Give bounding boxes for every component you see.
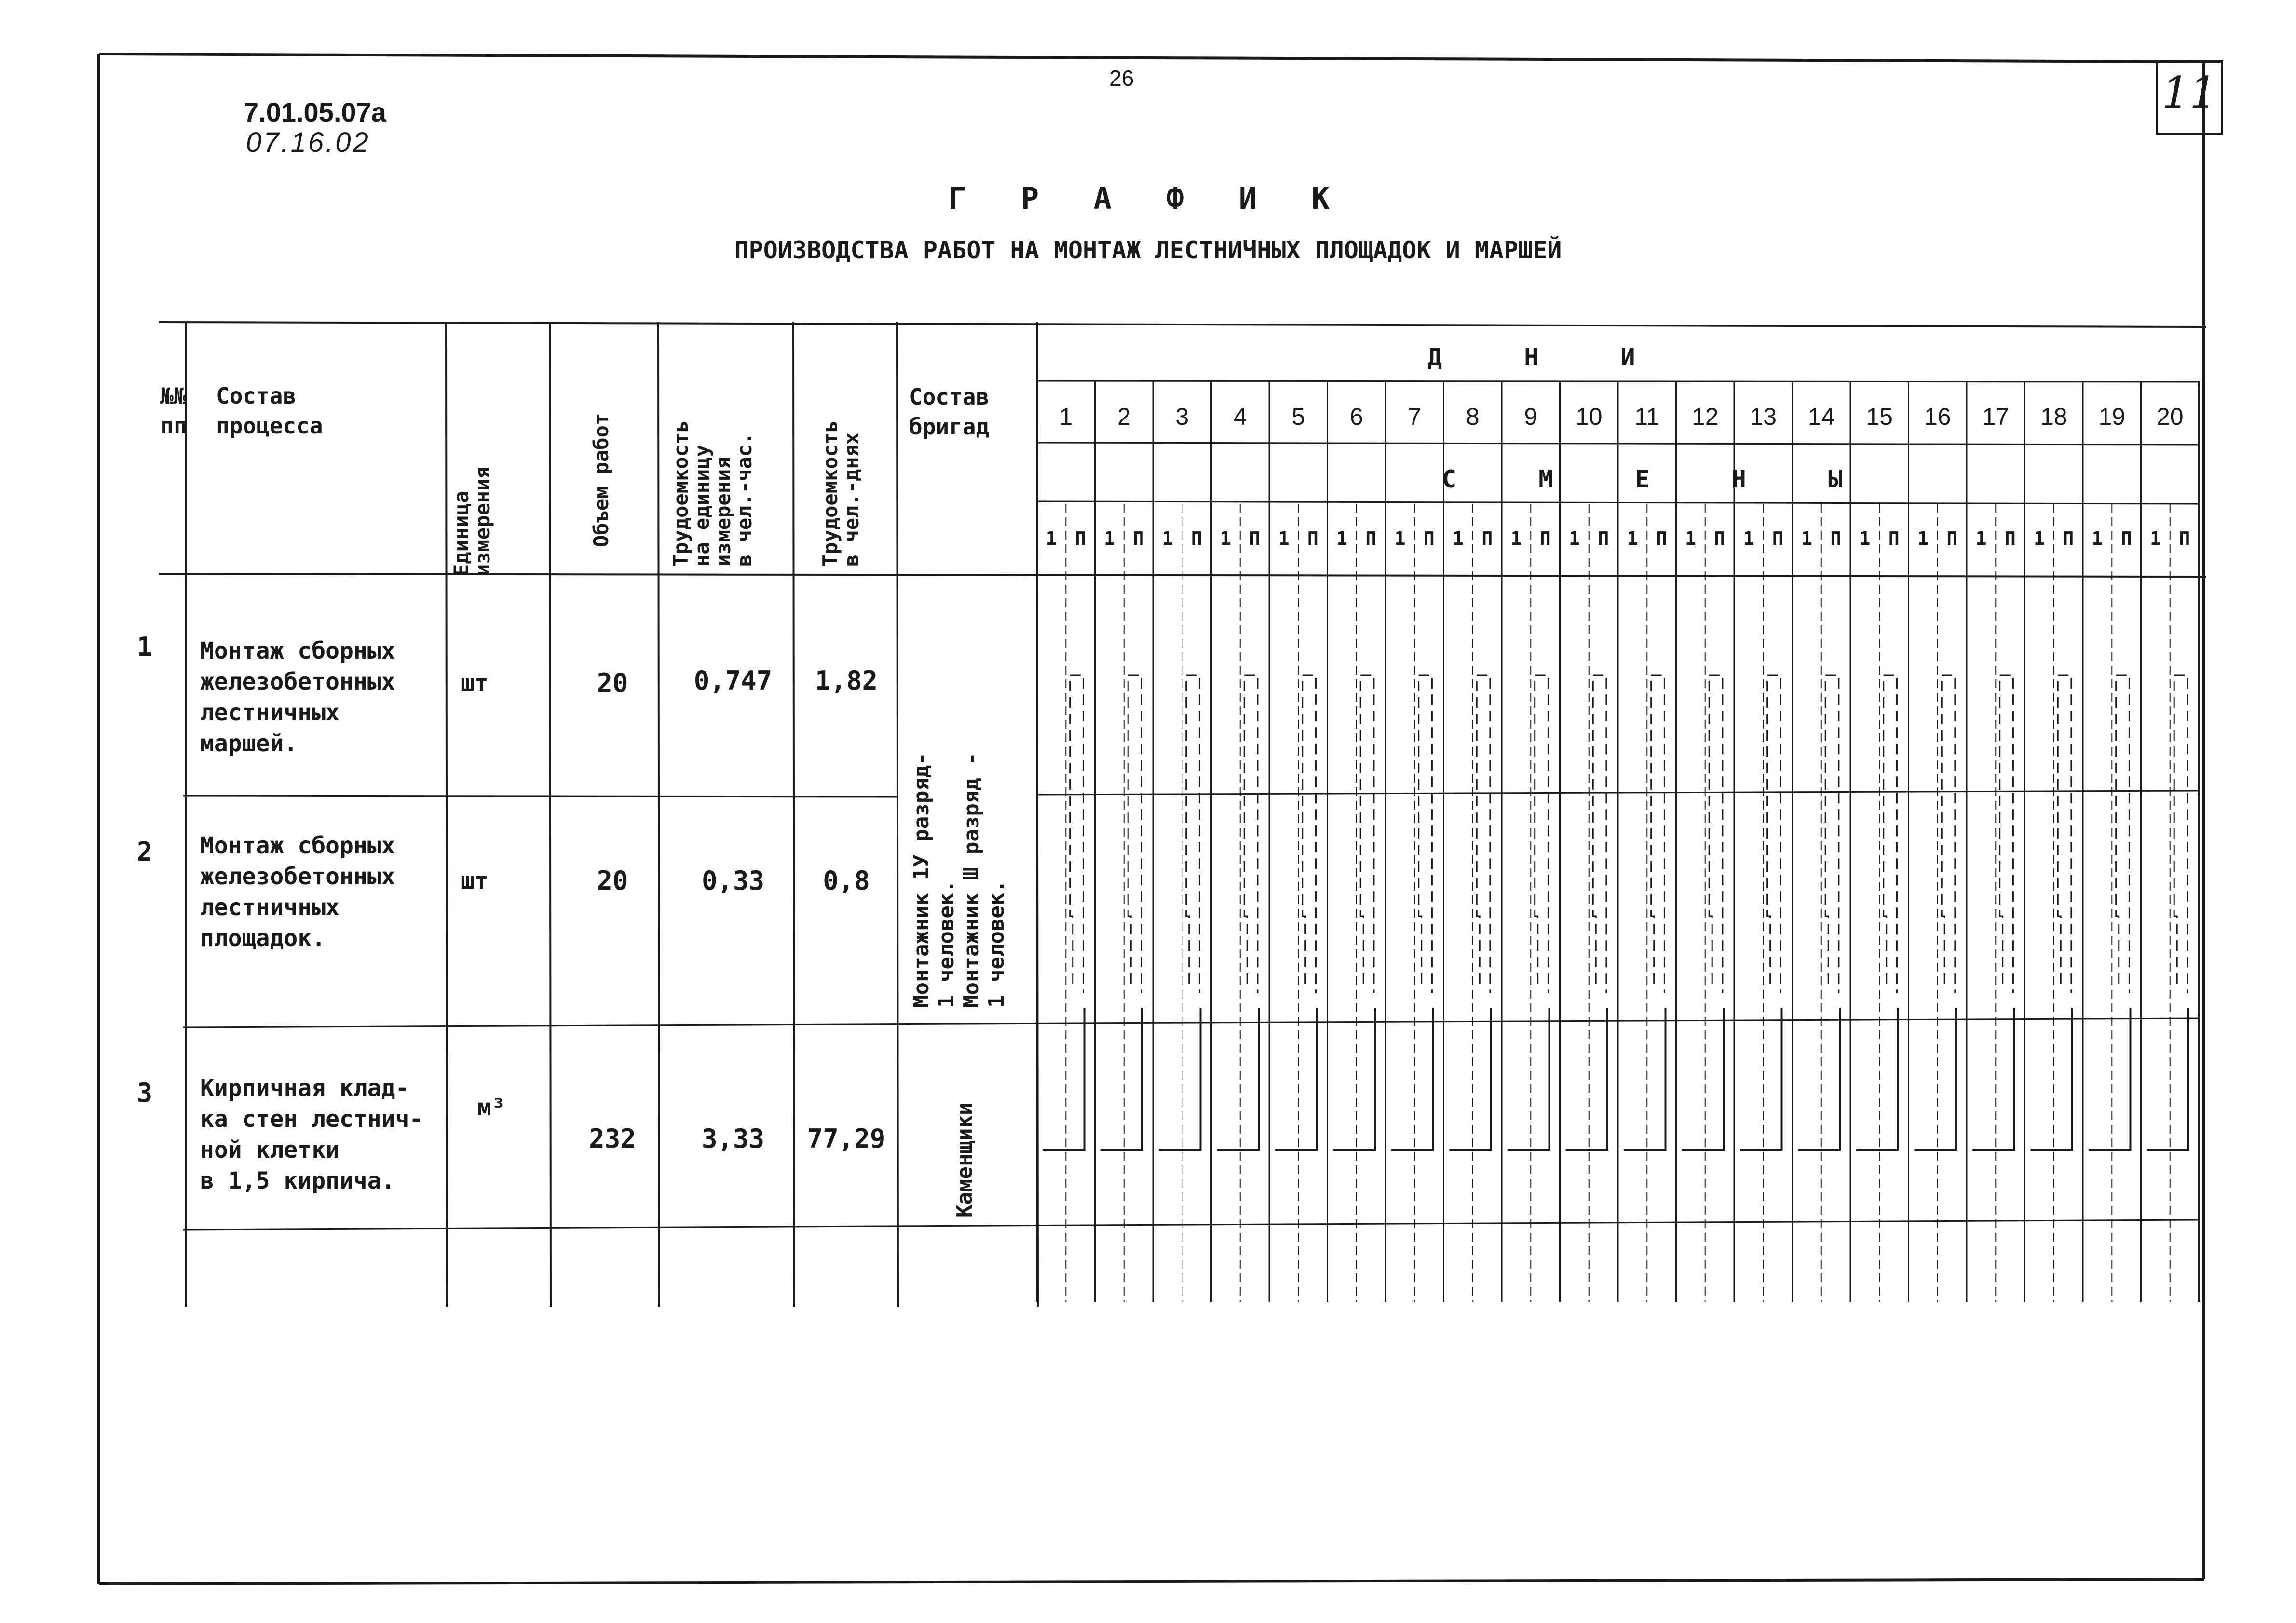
header-volume: Объем работ	[589, 413, 613, 547]
row-2-labor-per-unit: 0,33	[701, 866, 765, 896]
day-number-15: 15	[1866, 403, 1893, 430]
shift-label: П	[1539, 528, 1551, 549]
shift-label: П	[2004, 528, 2016, 549]
day-number-19: 19	[2098, 403, 2126, 430]
document-code: 7.01.05.07а	[244, 97, 386, 127]
header-number: №№ пп	[160, 383, 187, 439]
frame-bottom	[99, 1579, 2204, 1584]
row-3-process: Кирпичная клад- ка стен лестнич- ной клетки в 1,5 кирпича.	[200, 1075, 423, 1194]
masonry-schedule-mark	[1740, 1008, 1782, 1150]
shift-label: П	[1133, 528, 1144, 549]
masonry-schedule-mark	[1856, 1008, 1898, 1150]
row-1-unit: шт	[461, 670, 489, 697]
shift-label: 1	[1453, 528, 1464, 549]
masonry-schedule-mark	[1566, 1008, 1608, 1150]
assembly-schedule-mark	[1186, 675, 1200, 993]
assembly-schedule-mark	[1709, 675, 1723, 993]
row-3-number: 3	[136, 1078, 153, 1108]
assembly-schedule-mark	[1244, 675, 1258, 993]
row-1-labor-per-unit: 0,747	[693, 665, 773, 696]
day-number-5: 5	[1291, 403, 1305, 430]
assembly-schedule-mark	[1070, 675, 1084, 993]
masonry-schedule-mark	[1391, 1008, 1433, 1150]
header-brigade: Состав бригад	[909, 384, 990, 440]
shift-label: П	[1481, 528, 1493, 549]
day-number-14: 14	[1807, 403, 1835, 430]
shift-label: П	[1249, 528, 1261, 549]
column-line	[446, 322, 447, 1307]
shift-label: 1	[1336, 528, 1348, 549]
shift-label: 1	[1104, 528, 1115, 549]
frame-top	[99, 54, 2206, 62]
masonry-schedule-mark	[1972, 1008, 2014, 1150]
row-3-unit: м³	[477, 1094, 505, 1121]
shift-label: 1	[1685, 528, 1697, 549]
header-days: Д Н И	[1427, 343, 1669, 371]
column-line	[793, 322, 794, 1307]
shift-label: 1	[1627, 528, 1638, 549]
day-number-11: 11	[1634, 403, 1660, 430]
shift-label: П	[2120, 528, 2132, 549]
shift-label: П	[1423, 528, 1435, 549]
shift-label: 1	[1917, 528, 1929, 549]
row-3-bottom	[183, 1220, 2199, 1230]
assembly-schedule-mark	[1303, 675, 1316, 993]
shift-label: П	[1772, 528, 1783, 549]
assembly-schedule-mark	[2000, 675, 2013, 993]
day-number-12: 12	[1691, 403, 1719, 430]
shift-label: 1	[2092, 528, 2103, 549]
masonry-schedule-mark	[1217, 1008, 1259, 1150]
shift-label: П	[1365, 528, 1377, 549]
row-3-labor-per-unit: 3,33	[701, 1123, 765, 1154]
row-2-unit: шт	[461, 867, 489, 894]
shift-label: П	[1191, 528, 1202, 549]
masonry-schedule-mark	[1275, 1008, 1317, 1150]
shift-label: П	[2179, 528, 2190, 549]
assembly-schedule-mark	[1884, 675, 1897, 993]
shift-label: 1	[1046, 528, 1057, 549]
row-3-labor-total: 77,29	[807, 1123, 886, 1154]
shift-label: 1	[1975, 528, 1987, 549]
row-1-process: Монтаж сборных железобетонных лестничных маршей.	[200, 637, 395, 757]
table-header-top	[159, 322, 2206, 327]
row-2-volume: 20	[597, 866, 628, 896]
assembly-schedule-mark	[1942, 675, 1955, 993]
document-code-handwritten: 07.16.02	[246, 127, 370, 158]
page-subtitle: ПРОИЗВОДСТВА РАБОТ НА МОНТАЖ ЛЕСТНИЧНЫХ ПЛОЩАДОК И МАРШЕЙ	[734, 236, 1562, 264]
shift-label: П	[1888, 528, 1900, 549]
masonry-schedule-mark	[1101, 1008, 1143, 1150]
column-line	[658, 322, 659, 1307]
header-labor-per-unit: Трудоемкость на единицу измерения в чел.-час.	[669, 420, 756, 567]
masonry-schedule-mark	[1508, 1008, 1549, 1150]
assembly-schedule-mark	[1825, 675, 1839, 993]
day-number-9: 9	[1524, 403, 1538, 430]
shift-label: 1	[1278, 528, 1290, 549]
sheet-number: 11	[2161, 68, 2217, 118]
header-process: Состав процесса	[216, 383, 323, 439]
header-unit: Единица измерения	[449, 466, 494, 576]
shift-label: 1	[1162, 528, 1173, 549]
day-number-20: 20	[2156, 403, 2184, 430]
shift-label: П	[1598, 528, 1609, 549]
row-1-volume: 20	[597, 668, 628, 698]
day-number-8: 8	[1466, 403, 1480, 430]
day-number-16: 16	[1924, 403, 1951, 430]
assembly-schedule-mark	[1593, 675, 1606, 993]
shift-label: 1	[2034, 528, 2045, 549]
shift-label: П	[2063, 528, 2074, 549]
assembly-schedule-mark	[2058, 675, 2071, 993]
row-1-bottom	[183, 796, 897, 797]
masonry-schedule-mark	[1043, 1008, 1085, 1150]
masonry-schedule-mark	[1450, 1008, 1492, 1150]
day-number-18: 18	[2040, 403, 2067, 430]
shift-label: 1	[2150, 528, 2161, 549]
row-2-process: Монтаж сборных железобетонных лестничных площадок.	[200, 832, 395, 952]
shift-label: П	[1656, 528, 1667, 549]
page-number: 26	[1109, 66, 1134, 91]
row-1-labor-total: 1,82	[815, 665, 878, 696]
shift-label: 1	[1801, 528, 1813, 549]
day-number-10: 10	[1575, 403, 1603, 430]
shift-label: 1	[1859, 528, 1871, 549]
shift-label: 1	[1510, 528, 1522, 549]
assembly-schedule-mark	[2174, 675, 2187, 993]
masonry-schedule-mark	[2089, 1008, 2131, 1150]
shift-label: 1	[1743, 528, 1754, 549]
masonry-schedule-mark	[1798, 1008, 1840, 1150]
shift-label: П	[1074, 528, 1086, 549]
assembly-schedule-mark	[1128, 675, 1141, 993]
masonry-schedule-mark	[1682, 1008, 1724, 1150]
shift-label: 1	[1220, 528, 1232, 549]
shift-label: П	[1946, 528, 1958, 549]
page-title: Г Р А Ф И К	[948, 181, 1348, 216]
assembly-schedule-mark	[2116, 675, 2130, 993]
brigade-kamenshchiki: Каменщики	[952, 1102, 977, 1217]
row-1-number: 1	[136, 632, 153, 662]
day-number-2: 2	[1117, 403, 1131, 430]
brigade-montazhniki: Монтажник 1У разряд- 1 человек. Монтажник Ш разряд - 1 человек.	[909, 752, 1009, 1008]
day-number-1: 1	[1059, 403, 1073, 430]
column-line	[550, 322, 551, 1307]
day-number-4: 4	[1233, 403, 1247, 430]
shift-label: П	[1830, 528, 1842, 549]
masonry-schedule-mark	[2147, 1008, 2189, 1150]
assembly-schedule-mark	[1535, 675, 1549, 993]
row-2-number: 2	[136, 837, 153, 867]
day-number-7: 7	[1408, 403, 1422, 430]
assembly-schedule-mark	[1477, 675, 1490, 993]
row-3-volume: 232	[589, 1123, 636, 1154]
assembly-schedule-mark	[1419, 675, 1432, 993]
masonry-schedule-mark	[1624, 1008, 1666, 1150]
column-line	[897, 322, 898, 1307]
sheet-number-box	[2156, 60, 2223, 135]
masonry-schedule-mark	[1159, 1008, 1201, 1150]
row-2-bottom	[183, 1018, 2199, 1027]
shift-label: П	[1307, 528, 1318, 549]
masonry-schedule-mark	[2031, 1008, 2073, 1150]
masonry-schedule-mark	[1333, 1008, 1375, 1150]
assembly-schedule-mark	[1360, 675, 1374, 993]
assembly-schedule-mark	[1651, 675, 1665, 993]
assembly-schedule-mark	[1767, 675, 1781, 993]
day-number-3: 3	[1175, 403, 1189, 430]
masonry-schedule-mark	[1915, 1008, 1956, 1150]
shift-label: 1	[1569, 528, 1580, 549]
day-number-13: 13	[1750, 403, 1777, 430]
shift-label: П	[1714, 528, 1725, 549]
shift-label: 1	[1394, 528, 1406, 549]
day-number-6: 6	[1349, 403, 1363, 430]
header-shifts: С М Е Н Ы	[1442, 465, 1876, 493]
header-labor-total: Трудоемкость в чел.-днях	[818, 420, 863, 567]
row-2-labor-total: 0,8	[823, 866, 870, 896]
day-number-17: 17	[1982, 403, 2010, 430]
